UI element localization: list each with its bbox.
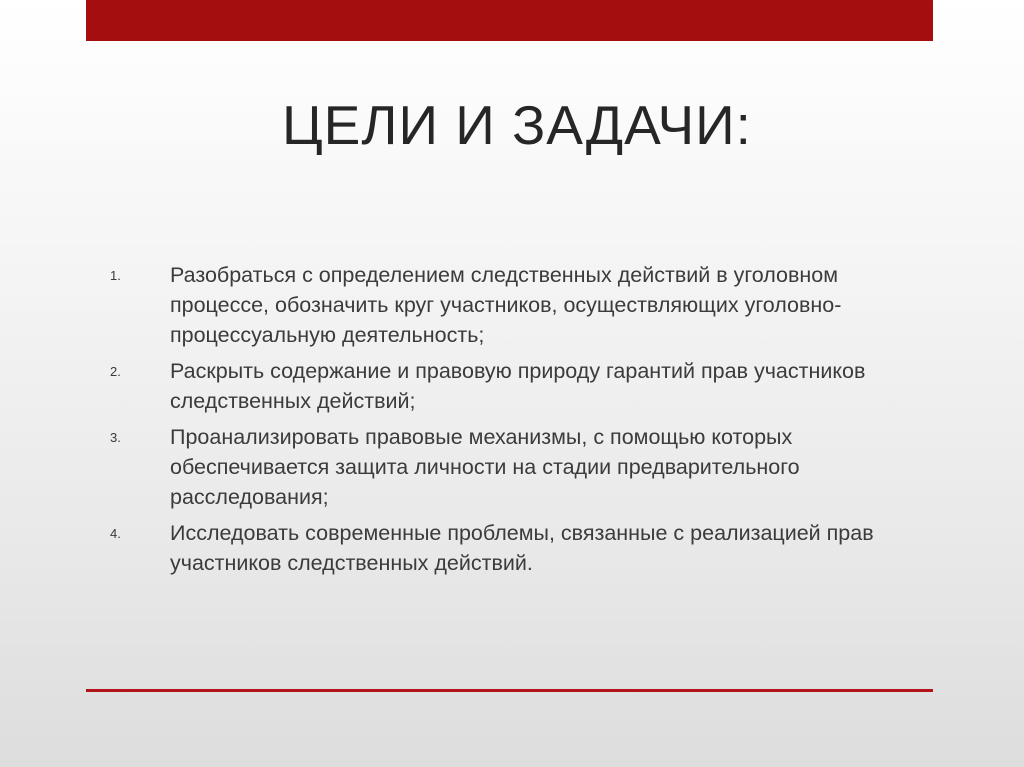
list-item bbox=[100, 356, 900, 416]
top-accent-bar bbox=[86, 0, 933, 41]
bottom-divider bbox=[86, 689, 933, 692]
list-item-text: Раскрыть содержание и правовую природу гарантий прав участников следственных действий; bbox=[170, 359, 866, 413]
goals-list bbox=[100, 260, 900, 584]
list-item-number: 3. bbox=[110, 430, 121, 445]
list-item-number: 1. bbox=[110, 268, 121, 283]
list-item-number: 4. bbox=[110, 526, 121, 541]
list-item bbox=[100, 518, 900, 578]
list-item-text: Исследовать современные проблемы, связанные с реализацией прав участников следственных действий. bbox=[170, 521, 874, 575]
list-item bbox=[100, 422, 900, 512]
list-item-number: 2. bbox=[110, 364, 121, 379]
slide-title: ЦЕЛИ И ЗАДАЧИ: bbox=[282, 94, 752, 156]
list-item bbox=[100, 260, 900, 350]
list-item-text: Разобраться с определением следственных действий в уголовном процессе, обозначить круг участников, осуществляющих уголовно-процессуальную деятельность; bbox=[170, 263, 842, 347]
list-item-text: Проанализировать правовые механизмы, с помощью которых обеспечивается защита личности на стадии предварительного расследования; bbox=[170, 425, 800, 509]
